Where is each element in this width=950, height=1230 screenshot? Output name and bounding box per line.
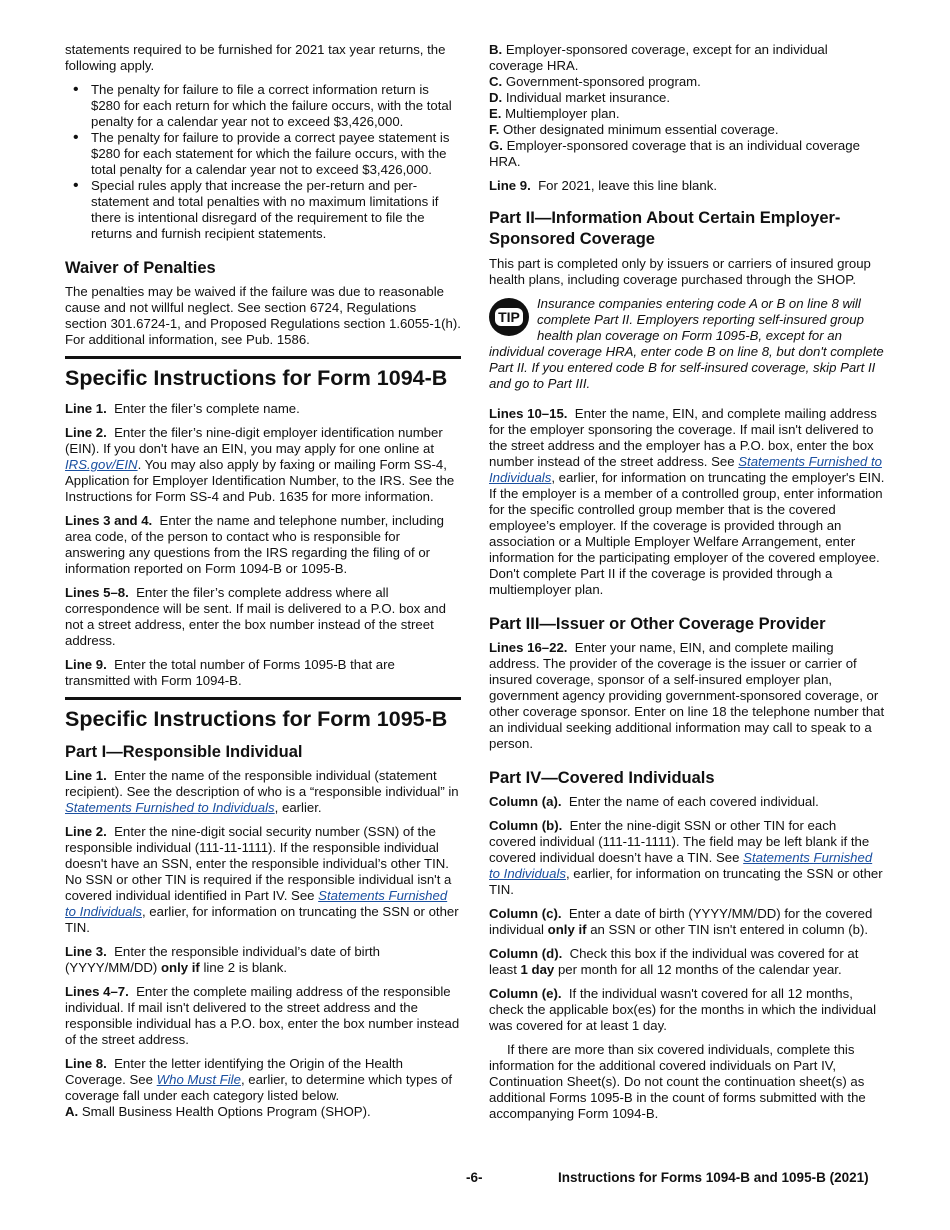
line-text: Enter the total number of Forms 1095-B that are transmitted with Form 1094-B. — [65, 657, 395, 688]
paragraph-col-d — [489, 946, 885, 978]
list-item: • The penalty for failure to file a correct information return is $280 for each return for which the failure occurs, with the total penalty for a calendar year not to exceed $3,426,000. — [65, 82, 461, 130]
part4-heading: Part IV—Covered Individuals — [489, 769, 715, 787]
line-text: Enter the name, EIN, and complete mailing address for the employer sponsoring the coverage. If mail isn't delivered to the street address and the employer has a P.O. box, enter the box number instead of the street address. See — [489, 406, 877, 469]
paragraph-lines47 — [65, 984, 461, 1048]
line-text: Enter the nine-digit social security number (SSN) of the responsible individual (111-11-1111). If the responsible individual doesn't have an SSN, enter the responsible individual’s other TIN. No SSN or other TIN is required if the responsible individual isn't a covered individual identified in Part IV. See — [65, 824, 452, 903]
paragraph-lines1622 — [489, 640, 885, 752]
line-text: For 2021, leave this line blank. — [538, 178, 717, 193]
right-column — [489, 42, 885, 1130]
line-text: Enter the nine-digit SSN or other TIN for each covered individual (111-11-1111). The field may be left blank if the covered individual doesn’t have a TIN. See — [489, 818, 870, 865]
paragraph-line8 — [65, 1056, 461, 1104]
line-label: Column (c). — [489, 906, 562, 921]
line-label: Column (b). — [489, 818, 563, 833]
document-title: Instructions for Forms 1094-B and 1095-B (2021) — [558, 1170, 869, 1185]
emphasis: only if — [547, 922, 587, 937]
paragraph-line2 — [65, 425, 461, 505]
line-text: Enter the filer’s complete name. — [114, 401, 300, 416]
line-text: Check this box if the individual was covered for at least — [489, 946, 859, 977]
emphasis: only if — [160, 960, 200, 975]
line-text: Enter a date of birth (YYYY/MM/DD) for the covered individual — [489, 906, 873, 937]
line-label: Lines 3 and 4. — [65, 513, 153, 528]
line-text: per month for all 12 months of the calendar year. — [557, 962, 842, 977]
part3-heading: Part III—Issuer or Other Coverage Provider — [489, 615, 826, 633]
waiver-heading: Waiver of Penalties — [65, 259, 216, 277]
tip-callout — [489, 296, 885, 392]
line-text: Enter the letter identifying the Origin of the Health Coverage. See — [65, 1056, 403, 1087]
paragraph-line9 — [65, 657, 461, 689]
line-text: line 2 is blank. — [203, 960, 288, 975]
statements-link[interactable]: Statements Furnished to Individuals — [489, 454, 882, 485]
code-letter: A. — [65, 1104, 79, 1119]
line-text: Enter your name, EIN, and complete mailing address. The provider of the coverage is the issuer or carrier of insured coverage, sponsor of a self-insured employer plan, government agency providing government-sponsored coverage, or other coverage sponsor. Enter on line 18 the telephone number that an individual seeking additional information may call to speak to a person. — [489, 640, 885, 751]
line-label: Lines 10–15. — [489, 406, 568, 421]
part2-heading: Part II—Information About Certain Employer-Sponsored Coverage — [489, 209, 841, 248]
line-text: Enter the name of each covered individual. — [568, 794, 819, 809]
statements-link[interactable]: Statements Furnished to Individuals — [65, 888, 448, 919]
list-item: E. Multiemployer plan. — [489, 106, 620, 121]
line-text: If the individual wasn't covered for all 12 months, check the applicable box(es) for the months in which the individual was covered for at least 1 day. — [489, 986, 877, 1033]
emphasis: 1 day — [520, 962, 555, 977]
line-label: Lines 16–22. — [489, 640, 568, 655]
line-label: Line 3. — [65, 944, 107, 959]
who-must-file-link[interactable]: Who Must File — [156, 1072, 241, 1087]
form-1095b-heading: Specific Instructions for Form 1095-B — [65, 707, 448, 731]
paragraph-lines1015 — [489, 406, 885, 598]
statements-link[interactable]: Statements Furnished to Individuals — [65, 800, 275, 815]
tip-text: Insurance companies entering code A or B on line 8 will complete Part II. Employers reporting self-insured group health plan coverage on Form 1095-B, except for an individual coverage HRA, enter code B on line 8, but don't complete Part II. If you entered code B for self-insured coverage, skip Part II and go to Part III. — [489, 296, 884, 391]
list-item: • Special rules apply that increase the per-return and per-statement and total penalties with no maximum limitations if there is intentional disregard of the requirement to file the returns and furnish recipient statements. — [65, 178, 461, 242]
form-1094b-heading: Specific Instructions for Form 1094-B — [65, 366, 448, 390]
line-text: Enter the filer’s complete address where all correspondence will be sent. If mail is delivered to a P.O. box and not a street address, enter the box number instead of the street address. — [65, 585, 446, 648]
list-item: G. Employer-sponsored coverage that is an individual coverage HRA. — [489, 138, 860, 169]
line-text: , earlier. — [274, 800, 322, 815]
paragraph-line1 — [65, 768, 461, 816]
line-label: Line 1. — [65, 401, 107, 416]
paragraph-col-c — [489, 906, 885, 938]
part2-text: This part is completed only by issuers or carriers of insured group health plans, including coverage purchased through the SHOP. — [489, 256, 871, 287]
line-text: , earlier, for information on truncating the employer's EIN. If the employer is a member of a controlled group, enter information for the specific controlled group member that is the covered employee’s employer. If the coverage is provided through an association or a Multiple Employer Welfare Arrangement, enter information for the participating employer of the covered employee. Don't complete Part II if the coverage is provided through a multiemployer plan. — [489, 470, 885, 597]
left-column — [65, 42, 461, 1128]
line-label: Line 2. — [65, 824, 107, 839]
statements-link[interactable]: Statements Furnished to Individuals — [489, 850, 873, 881]
line-label: Column (a). — [489, 794, 562, 809]
line-label: Line 2. — [65, 425, 107, 440]
code-a — [65, 1104, 461, 1120]
line-text: Enter the name of the responsible individual (statement recipient). See the description of who is a “responsible individual” in — [65, 768, 459, 799]
intro-text: statements required to be furnished for 2021 tax year returns, the following apply. — [65, 42, 446, 73]
line-label: Lines 4–7. — [65, 984, 129, 999]
paragraph-line1 — [65, 401, 461, 417]
line-text: , earlier, for information on truncating the SSN or other TIN. — [489, 866, 883, 897]
waiver-text: The penalties may be waived if the failure was due to reasonable cause and not willful neglect. See section 6724, Regulations section 301.6724-1, and Proposed Regulations section 1.6055-1(h). For additional information, see Pub. 1586. — [65, 284, 461, 347]
code-list — [489, 42, 885, 170]
line-text: . You may also apply by faxing or mailing Form SS-4, Application for Employer Identification Number, to the IRS. See the Instructions for Form SS-4 and Pub. 1635 for more information. — [65, 457, 455, 504]
paragraph-col-b — [489, 818, 885, 898]
irs-ein-link[interactable]: IRS.gov/EIN — [65, 457, 138, 472]
line-label: Line 8. — [65, 1056, 107, 1071]
section-1095b — [65, 697, 461, 1120]
list-item: D. Individual market insurance. — [489, 90, 671, 105]
paragraph-lines34 — [65, 513, 461, 577]
line-label: Column (d). — [489, 946, 563, 961]
line-text: Enter the filer’s nine-digit employer identification number (EIN). If you don't have an EIN, you may apply for one online at — [65, 425, 443, 456]
line-text: Enter the responsible individual’s date of birth (YYYY/MM/DD) — [65, 944, 380, 975]
list-item: F. Other designated minimum essential coverage. — [489, 122, 779, 137]
line-label: Line 1. — [65, 768, 107, 783]
line-text: , earlier, for information on truncating the SSN or other TIN. — [65, 904, 459, 935]
line-label: Lines 5–8. — [65, 585, 129, 600]
page-number: -6- — [466, 1170, 483, 1185]
list-item: • The penalty for failure to provide a correct payee statement is $280 for each statement for which the failure occurs, with the total penalty for a calendar year not to exceed $3,426,000. — [65, 130, 461, 178]
line-label: Line 9. — [489, 178, 531, 193]
line-text: an SSN or other TIN isn't entered in column (b). — [590, 922, 869, 937]
section-1094b — [65, 356, 461, 689]
part1-heading: Part I—Responsible Individual — [65, 743, 303, 761]
paragraph-line9 — [489, 178, 885, 194]
list-item: C. Government-sponsored program. — [489, 74, 701, 89]
paragraph-line3 — [65, 944, 461, 976]
line-label: Column (e). — [489, 986, 562, 1001]
line-text: , earlier, to determine which types of coverage fall under each category listed below. — [65, 1072, 453, 1103]
paragraph-lines58 — [65, 585, 461, 649]
line-label: Line 9. — [65, 657, 107, 672]
tip-icon: TIP — [489, 298, 529, 336]
line-text: Enter the complete mailing address of the responsible individual. If mail isn't delivered to the street address and the responsible individual has a P.O. box, enter the box number instead of the street address. — [65, 984, 460, 1047]
closing-paragraph: If there are more than six covered individuals, complete this information for the additional covered individuals on Part IV, Continuation Sheet(s). Do not count the continuation sheet(s) as additional Forms 1095-B in the count of forms submitted with the accompanying Form 1094-B. — [489, 1042, 866, 1121]
line-text: Enter the name and telephone number, including area code, of the person to contact who is responsible for answering any questions from the IRS regarding the filing of or information reported on Form 1094-B or 1095-B. — [65, 513, 445, 576]
paragraph-col-e — [489, 986, 885, 1034]
penalty-list — [65, 82, 461, 242]
paragraph-line2 — [65, 824, 461, 936]
code-text: Small Business Health Options Program (SHOP). — [81, 1104, 371, 1119]
paragraph-col-a — [489, 794, 885, 810]
list-item: B. Employer-sponsored coverage, except for an individual coverage HRA. — [489, 42, 828, 73]
